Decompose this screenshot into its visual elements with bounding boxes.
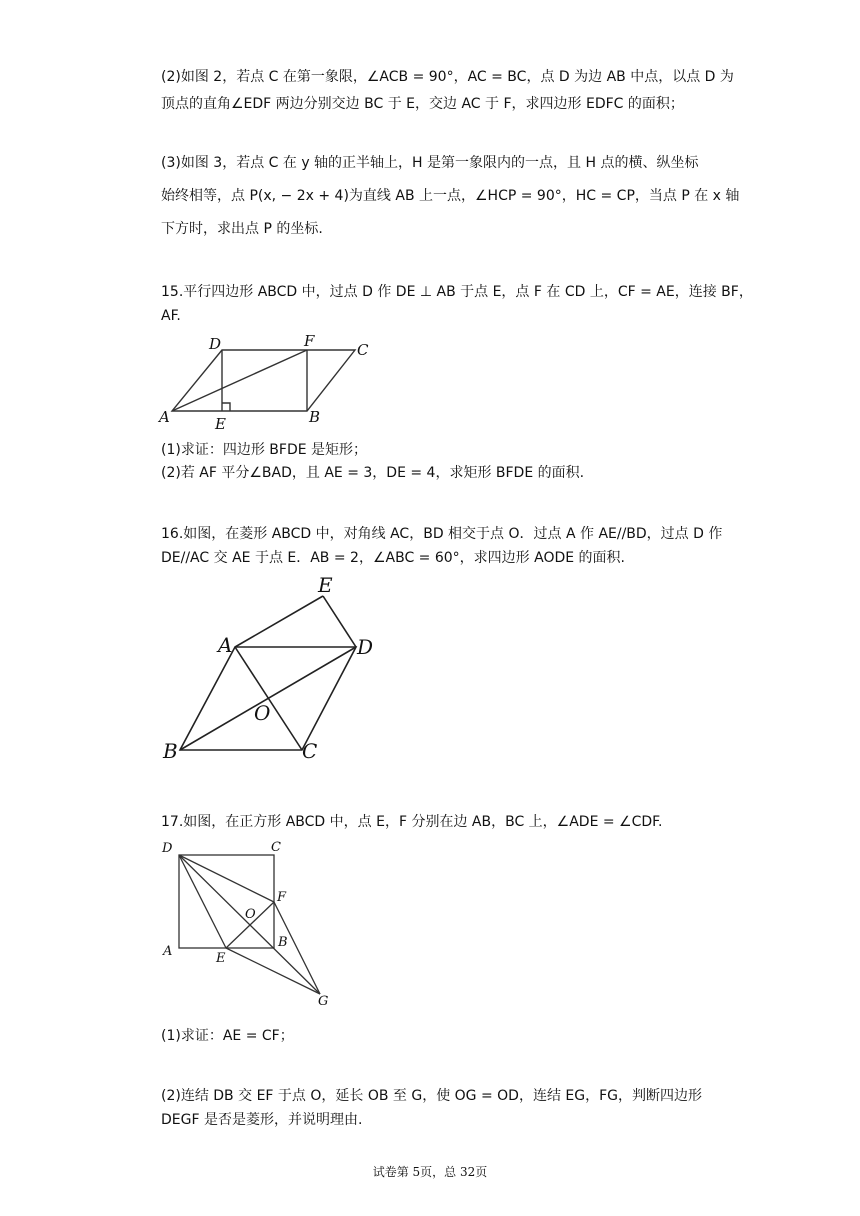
p17-segment-df [179,855,274,902]
p17-label-a: A [163,944,173,959]
p16-label-c: C [302,739,318,763]
p16-label-o: O [254,701,271,725]
p14-part2-line2: 顶点的直角∠EDF 两边分别交边 BC 于 E，交边 AC 于 F，求四边形 EDFC 的面积； [161,96,684,112]
p17-label-d: D [162,841,173,856]
p16-label-b: B [163,739,178,763]
p16-stem-line1: 16.如图，在菱形 ABCD 中，对角线 AC，BD 相交于点 O．过点 A 作 AE//BD，过点 D 作 [161,526,723,542]
page-footer: 试卷第 5页，总 32页 [372,1165,488,1179]
p15-label-c: C [357,341,369,359]
p17-segment-eg [226,948,320,994]
p14-part3-line3: 下方时，求出点 P 的坐标. [161,221,323,237]
p17-label-o: O [245,907,256,922]
p14-part2-line1: (2)如图 2，若点 C 在第一象限，∠ACB = 90°，AC = BC，点 D 为边 AB 中点，以点 D 为 [161,69,734,85]
p15-label-a: A [159,408,170,426]
p16-label-e: E [318,573,333,597]
p15-label-f: F [304,332,315,350]
p14-part3-line2: 始终相等，点 P(x, − 2x + 4)为直线 AB 上一点，∠HCP = 90°，HC = CP，当点 P 在 x 轴 [161,188,740,204]
p14-part3-line1: (3)如图 3，若点 C 在 y 轴的正半轴上，H 是第一象限内的一点，且 H 点的横、纵坐标 [161,155,699,171]
p17-label-f: F [277,890,287,905]
p15-label-b: B [309,408,321,426]
p15-parallelogram-figure [150,330,390,435]
p16-label-d: D [357,635,374,659]
p15-part2: (2)若 AF 平分∠BAD，且 AE = 3，DE = 4，求矩形 BFDE 的面积. [161,465,585,481]
p17-label-c: C [271,840,281,855]
p15-parallelogram [172,350,355,411]
p15-right-angle-mark [222,403,230,411]
p17-part2-line1: (2)连结 DB 交 EF 于点 O，延长 OB 至 G，使 OG = OD，连结 EG，FG，判断四边形 [161,1088,703,1104]
p15-segment-af [172,350,307,411]
p16-segment-ae [235,596,323,647]
p16-segment-de [323,596,356,647]
p17-stem-line1: 17.如图，在正方形 ABCD 中，点 E，F 分别在边 AB，BC 上，∠ADE = ∠CDF. [161,814,663,830]
p17-label-g: G [318,994,329,1009]
p16-rhombus-figure [155,570,385,770]
p17-segment-de [179,855,226,948]
p15-stem-line1: 15.平行四边形 ABCD 中，过点 D 作 DE ⊥ AB 于点 E，点 F 在 CD 上，CF = AE，连接 BF， [161,284,753,300]
p15-part1: (1)求证：四边形 BFDE 是矩形； [161,442,368,458]
p15-label-e: E [215,415,226,433]
p17-label-e: E [216,951,226,966]
p17-label-b: B [278,935,288,950]
p17-part1: (1)求证：AE = CF； [161,1028,294,1044]
p16-stem-line2: DE//AC 交 AE 于点 E．AB = 2，∠ABC = 60°，求四边形 AODE 的面积. [161,550,625,566]
p17-square-figure [155,835,345,1010]
p16-label-a: A [218,633,233,657]
p15-stem-line2: AF. [161,308,181,324]
p17-part2-line2: DEGF 是否是菱形，并说明理由. [161,1112,363,1128]
p15-label-d: D [209,335,222,353]
p17-segment-dg [179,855,320,994]
